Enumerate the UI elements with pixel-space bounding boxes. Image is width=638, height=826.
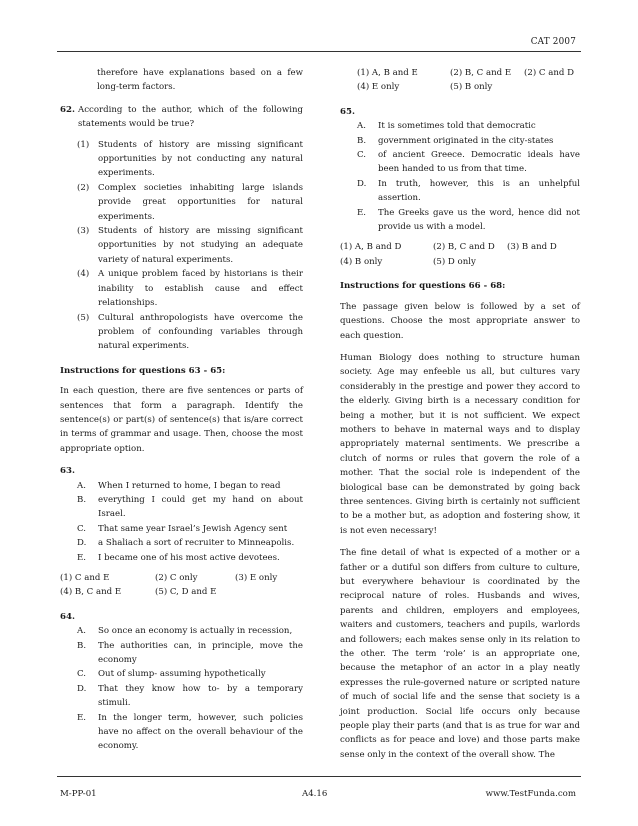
page-number: A4.16: [302, 789, 328, 799]
option-label: (5): [77, 312, 90, 323]
option-label: (1): [77, 139, 90, 150]
answer-choice: (2) B, C and E: [450, 68, 512, 78]
option-label: (3): [77, 226, 90, 237]
header-rule: [57, 51, 581, 52]
option-text: Students of history are missing significant opportunities by not studying an adequate variety of natural experiments.: [98, 226, 303, 265]
passage-paragraph-2: The fine detail of what is expected of a mother or a father or a dutiful son differs from culture to culture, but everywhere behaviour is coordinated by the reciprocal nature of roles. Husbands and wives, parents and children, employers and employees, waiters and customers, teachers and pupils, warlords and followers; each makes sense only in its relation to the other. The term ‘role’ is an appropriate one, because the metaphor of an actor in a play neatly expresses the rule-governed nature or scripted nature of much of social life and the sense that society is a joint production. Social life occurs only because people play their parts (and that is as true for war and conflicts as for peace and love) and those parts make sense only in the context of the overall show. The: [340, 548, 580, 760]
sentence-label: E.: [77, 552, 87, 563]
sentence: [357, 177, 580, 206]
sentence: [357, 206, 580, 235]
answer-choice: (3) E only: [235, 573, 278, 583]
passage-paragraph-1: Human Biology does nothing to structure human society. Age may enfeeble us all, but cultures vary considerably in the prestige and power they accord to the elderly. Giving birth is a necessary condition for being a mother, but it is not sufficient. We expect mothers to behave in maternal ways and to display appropriately maternal sentiments. We prescribe a clutch of norms or rules that govern the role of a mother. That the social role is independent of the biological base can be demonstrated by going back three sentences. Giving birth is certainly not sufficient to be a mother but, as adoption and fostering show, it is not even necessary!: [340, 352, 580, 536]
option: [77, 224, 303, 267]
answer-choice: (5) B only: [450, 82, 493, 93]
answer-row: [357, 66, 580, 80]
sentence-text: a Shaliach a sort of recruiter to Minneapolis.: [98, 538, 295, 549]
sentence-text: everything I could get my hand on about Israel.: [98, 494, 303, 520]
sentence-text: That same year Israel’s Jewish Agency sent: [98, 523, 288, 534]
sentence-text: Out of slump- assuming hypothetically: [98, 669, 266, 680]
answer-choice: (2) C and D: [524, 68, 574, 78]
instructions-text: In each question, there are five sentences or parts of sentences that form a paragraph. Identify the sentence(s) or part(s) of sentence(s) that is/are correct in terms of grammar and usage. Then, choose the most appropriate option.: [60, 386, 303, 454]
sentence-text: In truth, however, this is an unhelpful assertion.: [378, 178, 580, 204]
sentence-label: B.: [77, 640, 87, 651]
left-column: [60, 66, 303, 754]
continued-text: therefore have explanations based on a few long-term factors.: [97, 68, 303, 93]
sentence-text: So once an economy is actually in recession,: [98, 626, 293, 637]
sentence: [357, 134, 580, 148]
answer-choice: (1) C and E: [60, 573, 110, 583]
option: [77, 267, 303, 310]
answer-row: [60, 571, 303, 585]
option: [77, 181, 303, 224]
sentence-text: The Greeks gave us the word, hence did not provide us with a model.: [378, 207, 580, 233]
sentence: [77, 624, 303, 638]
sentence-label: A.: [357, 121, 366, 132]
answer-choice: (4) B, C and E: [60, 587, 122, 598]
sentence-text: I became one of his most active devotees.: [98, 552, 280, 563]
sentence-text: government originated in the city-states: [378, 135, 554, 146]
sentence-text: When I returned to home, I began to read: [98, 480, 281, 491]
answer-row: [340, 240, 580, 254]
answer-choice: (2) C only: [155, 573, 198, 583]
sentence-label: A.: [77, 480, 86, 491]
sentence-label: E.: [77, 712, 87, 723]
question-64-number: 64.: [60, 611, 75, 622]
sentence: [77, 493, 303, 522]
sentence-label: D.: [357, 178, 367, 189]
option-label: (2): [77, 182, 90, 193]
sentence: [77, 639, 303, 668]
sentence-label: C.: [357, 150, 367, 161]
sentence-label: B.: [357, 135, 367, 146]
question-62: [60, 103, 303, 132]
question-63-number: 63.: [60, 466, 75, 477]
option: [77, 138, 303, 181]
sentence-text: In the longer term, however, such policies have no affect on the overall behaviour of the economy.: [98, 712, 303, 752]
sentence: [77, 522, 303, 536]
sentence: [77, 479, 303, 493]
sentence: [77, 536, 303, 550]
option-text: Complex societies inhabiting large islands provide great opportunities for natural experiments.: [98, 182, 303, 222]
sentence: [357, 148, 580, 177]
sentence-text: of ancient Greece. Democratic ideals have been handed to us from that time.: [378, 150, 580, 175]
sentence: [357, 119, 580, 133]
answer-choice: (3) B and D: [507, 242, 557, 253]
right-column: [340, 66, 580, 762]
footer-website: www.TestFunda.com: [485, 789, 576, 799]
answer-choice: (2) B, C and D: [433, 242, 495, 253]
instructions-text: The passage given below is followed by a set of questions. Choose the most appropriate answer to each question.: [340, 301, 580, 341]
option: [77, 311, 303, 354]
page-header-title: CAT 2007: [530, 37, 576, 47]
answer-row: [357, 80, 580, 94]
sentence-text: That they know how to- by a temporary stimuli.: [98, 683, 303, 709]
instructions-title: Instructions for questions 63 - 65:: [60, 365, 226, 376]
answer-choice: (4) B only: [340, 256, 383, 267]
sentence-label: C.: [77, 669, 87, 680]
option-text: Cultural anthropologists have overcome the problem of confounding variables through natural experiments.: [98, 312, 303, 352]
sentence-label: A.: [77, 626, 86, 637]
sentence-label: D.: [77, 683, 87, 694]
sentence-label: D.: [77, 538, 87, 549]
sentence: [77, 711, 303, 754]
option-text: A unique problem faced by historians is their inability to establish cause and effect relationships.: [98, 269, 303, 309]
footer-code: M-PP-01: [60, 789, 97, 799]
sentence-text: The authorities can, in principle, move the economy: [98, 640, 303, 666]
question-65-number: 65.: [340, 106, 355, 117]
answer-choice: (5) C, D and E: [155, 587, 217, 598]
sentence-text: It is sometimes told that democratic: [378, 121, 536, 132]
sentence-label: E.: [357, 207, 367, 218]
answer-choice: (5) D only: [433, 256, 476, 267]
answer-choice: (4) E only: [357, 82, 400, 93]
answer-choice: (1) A, B and D: [340, 242, 402, 253]
answer-row: [60, 585, 303, 599]
question-number: 62.: [60, 104, 75, 115]
instructions-title: Instructions for questions 66 - 68:: [340, 281, 506, 292]
sentence-label: B.: [77, 494, 87, 505]
option-label: (4): [77, 269, 90, 280]
sentence-label: C.: [77, 523, 87, 534]
sentence: [77, 682, 303, 711]
sentence: [77, 667, 303, 681]
question-stem: According to the author, which of the following statements would be true?: [78, 104, 303, 130]
option-text: Students of history are missing significant opportunities by not conducting any natural experiments.: [98, 139, 303, 179]
footer-rule: [57, 776, 581, 777]
answer-row: [340, 255, 580, 269]
sentence: [77, 551, 303, 565]
answer-choice: (1) A, B and E: [357, 68, 418, 78]
